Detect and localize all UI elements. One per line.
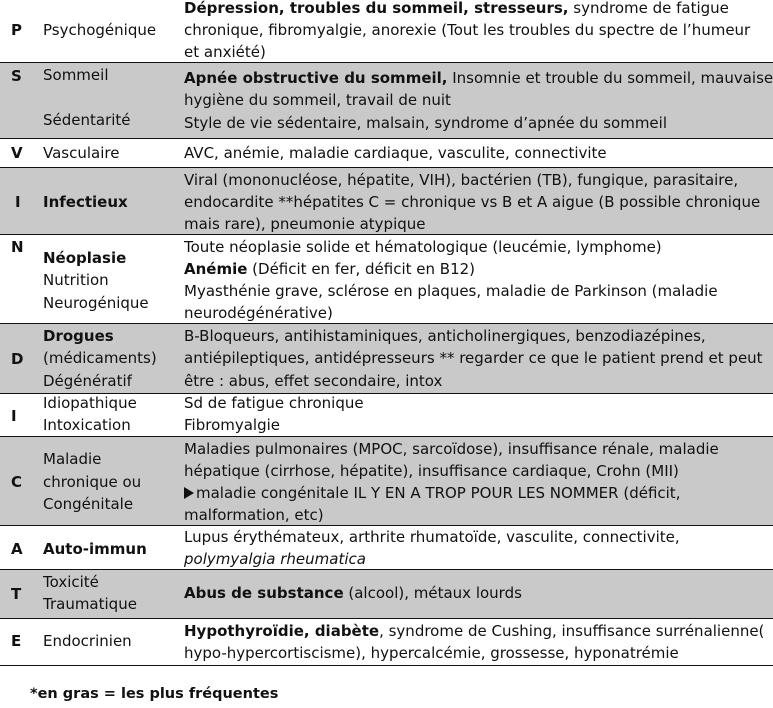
row-description-line: Dépression, troubles du sommeil, stresseurs, syndrome de fatigue [184, 0, 729, 17]
row-description-line: Myasthénie grave, sclérose en plaques, maladie de Parkinson (maladie [184, 282, 718, 300]
row-category: Sommeil [43, 66, 109, 84]
row-description-line: endocardite **hépatites C = chronique vs B et A aigue (B possible chronique [184, 193, 761, 211]
row-description-line: Maladies pulmonaires (MPOC, sarcoïdose), insuffisance rénale, maladie [184, 440, 719, 458]
row-letter: V [11, 144, 23, 162]
row-category: Néoplasie [43, 249, 127, 267]
row-category: Congénitale [43, 495, 134, 513]
row-description-line: Viral (mononucléose, hépatite, VIH), bactérien (TB), fungique, parasitaire, [184, 171, 739, 189]
row-description-line: chronique, fibromyalgie, anorexie (Tout les troubles du spectre de l’humeur [184, 21, 751, 39]
row-description-line: malformation, etc) [184, 506, 324, 524]
row-description-line: hygiène du sommeil, travail de nuit [184, 91, 451, 109]
row-category: Idiopathique [43, 394, 137, 412]
table-row-n [0, 234, 773, 323]
table-row-e [0, 618, 773, 666]
row-letter: C [11, 473, 23, 491]
row-letter: N [11, 238, 24, 256]
row-description-line: Fibromyalgie [184, 416, 281, 434]
row-category: (médicaments) [43, 349, 157, 367]
table-row-i-idiopathique [0, 393, 773, 437]
row-category: Traumatique [43, 595, 137, 613]
table-row-i-infectieux [0, 167, 773, 235]
row-category: Intoxication [43, 416, 131, 434]
row-letter: S [11, 67, 22, 85]
table-row-t [0, 569, 773, 619]
row-letter: I [11, 407, 17, 425]
row-description-line: neurodégénérative) [184, 304, 333, 322]
row-category: Nutrition [43, 271, 109, 289]
row-letter: A [11, 540, 23, 558]
right-arrow-icon [184, 487, 194, 499]
row-letter: I [15, 193, 21, 211]
table-row-s [0, 62, 773, 138]
row-category: Maladie [43, 450, 102, 468]
table-row-d [0, 323, 773, 394]
row-category: Sédentarité [43, 111, 131, 129]
footnote: *en gras = les plus fréquentes [30, 686, 279, 702]
row-description-line: Abus de substance (alcool), métaux lourds [184, 584, 522, 602]
row-category: Psychogénique [43, 21, 157, 39]
row-description-line: Anémie (Déficit en fer, déficit en B12) [184, 260, 476, 278]
row-description-line: Sd de fatigue chronique [184, 394, 364, 412]
row-description-line: être : abus, effet secondaire, intox [184, 372, 443, 390]
row-description-line: AVC, anémie, maladie cardiaque, vasculite, connectivite [184, 144, 607, 162]
row-description-line: maladie congénitale IL Y EN A TROP POUR LES NOMMER (déficit, [184, 482, 680, 505]
row-letter: D [11, 350, 24, 368]
row-description-line: B-Bloqueurs, antihistaminiques, anticholinergiques, benzodiazépines, [184, 327, 706, 345]
row-description-line: mais rare), pneumonie atypique [184, 215, 426, 233]
row-category: Infectieux [43, 193, 128, 211]
row-description-line: hépatique (cirrhose, hépatite), insuffisance cardiaque, Crohn (MII) [184, 462, 679, 480]
table-row-a [0, 525, 773, 570]
row-description-line: Apnée obstructive du sommeil, Insomnie et trouble du sommeil, mauvaise [184, 69, 773, 87]
row-description-line: antiépileptiques, antidépresseurs ** regarder ce que le patient prend et peut [184, 349, 763, 367]
table-row-c [0, 436, 773, 526]
row-letter: T [11, 585, 22, 603]
row-description-line: Lupus érythémateux, arthrite rhumatoïde, vasculite, connectivite, [184, 528, 680, 546]
table-row-p [0, 0, 773, 62]
row-category: Auto-immun [43, 540, 147, 558]
row-description-line: polymyalgia rheumatica [184, 550, 366, 568]
row-description-line: Style de vie sédentaire, malsain, syndrome d’apnée du sommeil [184, 114, 667, 132]
row-description-line: Hypothyroïdie, diabète, syndrome de Cushing, insuffisance surrénalienne( [184, 622, 765, 640]
row-description-line: et anxiété) [184, 43, 266, 61]
row-category: chronique ou [43, 473, 142, 491]
row-letter: P [11, 21, 22, 39]
row-description-line: Toute néoplasie solide et hématologique (leucémie, lymphome) [184, 238, 662, 256]
row-category: Neurogénique [43, 294, 149, 312]
table-bottom-border [0, 665, 773, 666]
row-category: Drogues [43, 327, 114, 345]
row-letter: E [11, 632, 22, 650]
row-description-line: hypo-hypercortiscisme), hypercalcémie, grossesse, hyponatrémie [184, 644, 679, 662]
row-category: Vasculaire [43, 144, 120, 162]
row-category: Dégénératif [43, 372, 132, 390]
row-category: Toxicité [43, 573, 99, 591]
table-row-v [0, 138, 773, 167]
row-category: Endocrinien [43, 632, 132, 650]
